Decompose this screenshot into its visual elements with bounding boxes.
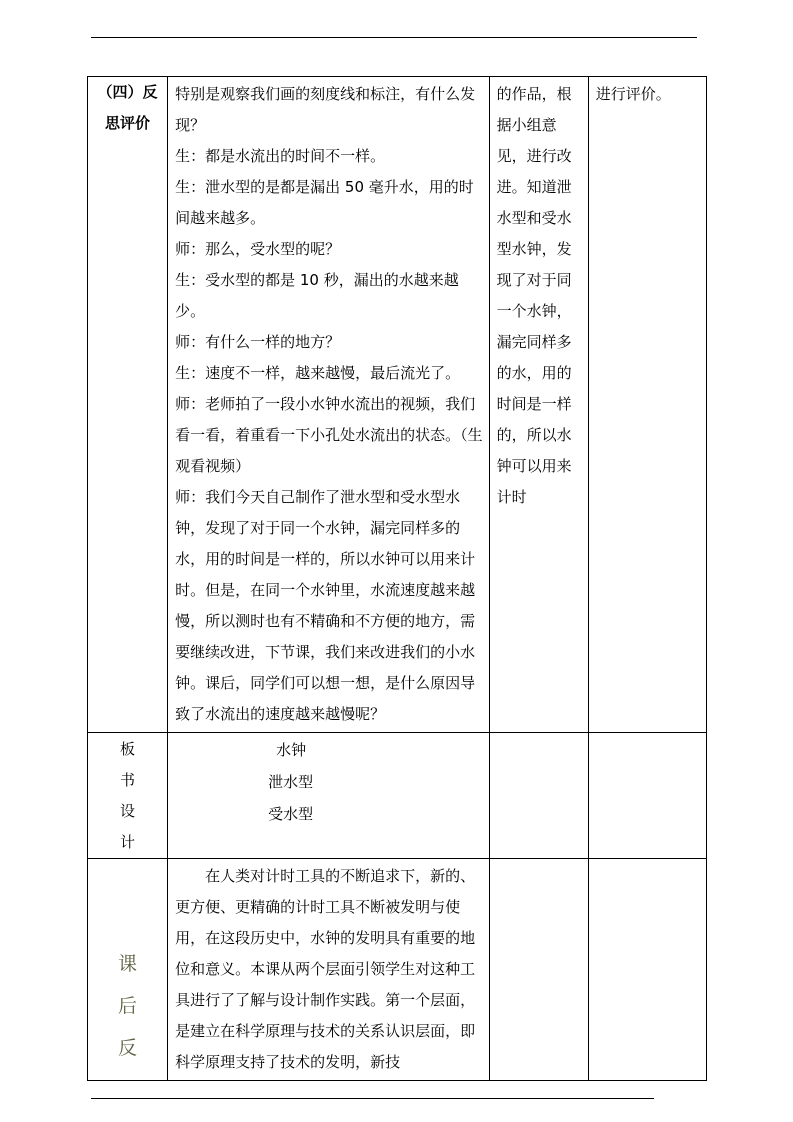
reflection-eval-empty-cell: [588, 859, 706, 1081]
reflection-intent-empty-cell: [489, 859, 588, 1081]
reflection-label-char: 后: [118, 995, 138, 1017]
section-label-cell: [88, 77, 168, 733]
lesson-plan-table: [87, 76, 707, 1081]
board-design-content: [168, 733, 490, 859]
board-label-char: 书: [120, 771, 136, 789]
reflection-evaluation-row: [88, 77, 707, 733]
section-label-line-2: 思评价: [105, 114, 151, 132]
board-design-label: [88, 733, 168, 859]
process-line: 师：有什么一样的地方？: [175, 333, 341, 351]
section-label-line-1: （四）反: [97, 83, 158, 101]
header-rule: [91, 37, 697, 38]
reflection-paragraph: 在人类对计时工具的不断追求下，新的、更方便、更精确的计时工具不断被发明与使用，在这段历史中，水钟的发明具有重要的地位和意义。本课从两个层面引领学生对这种工具进行了了解与设计制作实践。第一个层面，是建立在科学原理与技术的关系认识层面，即科学原理支持了技术的发明，新技: [175, 867, 476, 1071]
process-line: 师：那么，受水型的呢？: [175, 240, 341, 258]
board-item-inflow-type: 受水型: [268, 805, 314, 823]
post-class-reflection-row: [88, 859, 707, 1081]
evaluation-cell: 进行评价。: [588, 77, 706, 733]
process-line: 生：泄水型的是都是漏出 50 毫升水，用的时间越来越多。: [175, 178, 474, 227]
reflection-label-char: 课: [118, 953, 138, 975]
process-line: 生：都是水流出的时间不一样。: [175, 147, 386, 165]
board-item-drain-type: 泄水型: [268, 773, 314, 791]
post-class-reflection-content: [168, 859, 490, 1081]
reflection-label-char: 反: [118, 1037, 138, 1059]
board-design-row: [88, 733, 707, 859]
board-label-char: 板: [120, 740, 136, 758]
board-title: 水钟: [276, 741, 307, 759]
board-eval-empty-cell: [588, 733, 706, 859]
process-line: 生：受水型的都是 10 秒，漏出的水越来越少。: [175, 271, 459, 320]
process-line: 师：我们今天自己制作了泄水型和受水型水钟，发现了对于同一个水钟，漏完同样多的水，用的时间是一样的，所以水钟可以用来计时。但是，在同一个水钟里，水流速度越来越慢，所以测时也有不精确和不方便的地方，需要继续改进，下节课，我们来改进我们的小水钟。课后，同学们可以想一想，是什么原因导致了水流出的速度越来越慢呢？: [175, 488, 476, 723]
process-line: 生：速度不一样，越来越慢，最后流光了。: [175, 364, 461, 382]
teaching-process-cell: [168, 77, 490, 733]
board-label-char: 设: [120, 802, 136, 820]
process-line: 师：老师拍了一段小水钟水流出的视频，我们看一看，着重看一下小孔处水流出的状态。（生观看视频）: [175, 395, 483, 475]
design-intent-cell: 的作品，根据小组意见，进行改进。知道泄水型和受水型水钟，发现了对于同一个水钟，漏完同样多的水，用的时间是一样的，所以水钟可以用来计时: [489, 77, 588, 733]
footer-rule: [91, 1098, 654, 1099]
post-class-reflection-label: [88, 859, 168, 1081]
board-label-char: 计: [120, 833, 136, 851]
process-line: 特别是观察我们画的刻度线和标注，有什么发现？: [175, 85, 476, 134]
board-intent-empty-cell: [489, 733, 588, 859]
